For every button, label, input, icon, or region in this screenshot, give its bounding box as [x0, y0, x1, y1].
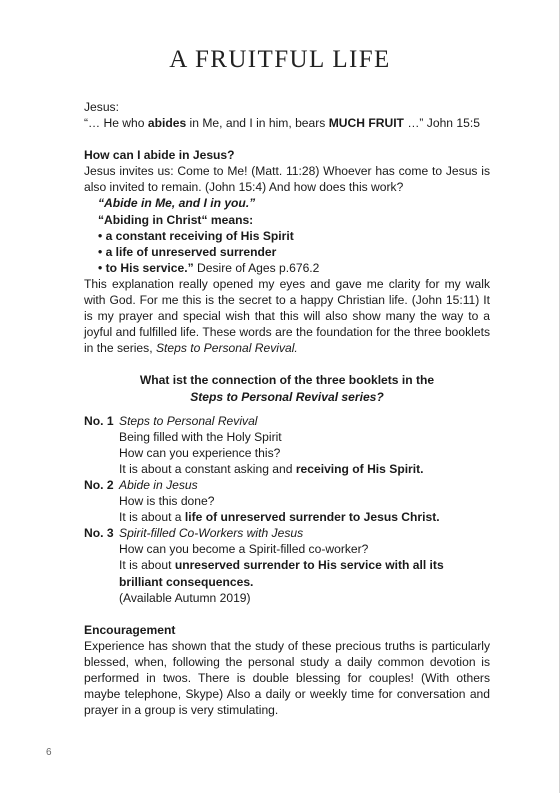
connection-heading: Steps to Personal Revival series?: [190, 389, 384, 404]
booklet-item: [84, 477, 490, 525]
abide-quote-line: “Abide in Me, and I in you.”: [98, 196, 256, 211]
abide-bullet: [84, 260, 490, 276]
booklet-line: How can you experience this?: [119, 445, 281, 460]
booklet-line: brilliant consequences.: [119, 574, 254, 589]
encouragement-paragraph: Experience has shown that the study of these precious truths is particularly blessed, when, following the personal study a daily common devotion is performed in twos. There is double blessing for couples! (With others maybe telephone, Skype) Also a daily or weekly time for conversation and prayer in a group is very stimulating.: [84, 638, 490, 718]
booklet-line: [119, 509, 490, 525]
quote-text: in Me, and I in him, bears: [186, 116, 329, 131]
page-number: 6: [46, 747, 52, 758]
booklet-line: How is this done?: [119, 494, 215, 509]
booklet-item: [84, 525, 490, 605]
booklet-line: Being filled with the Holy Spirit: [119, 429, 282, 444]
quote-text: “… He who: [84, 116, 148, 131]
booklet-number: No. 2: [84, 477, 114, 492]
section-heading-abide: How can I abide in Jesus?: [84, 148, 235, 163]
series-title: Steps to Personal Revival.: [155, 341, 298, 356]
abide-quote-line: “Abiding in Christ“ means:: [98, 212, 254, 227]
booklet-item: [84, 413, 490, 477]
page-title: A FRUITFUL LIFE: [169, 46, 391, 73]
abide-bullet: • a life of unreserved surrender: [98, 244, 277, 259]
section-heading-encouragement: Encouragement: [84, 622, 176, 637]
quote-source: Desire of Ages p.676.2: [193, 260, 320, 275]
quote-emphasis: MUCH FRUIT: [328, 116, 404, 131]
booklet-emphasis: life of unreserved surrender to Jesus Christ.: [184, 510, 440, 525]
booklet-number: No. 1: [84, 413, 114, 428]
quote-emphasis: abides: [147, 116, 187, 131]
intro-quote: [84, 115, 490, 131]
booklet-line: [119, 461, 490, 477]
page-body: [84, 99, 490, 718]
booklet-text: It is about: [119, 558, 175, 573]
booklet-number: No. 3: [84, 526, 114, 541]
booklet-line: [119, 557, 490, 573]
abide-bullet: • a constant receiving of His Spirit: [98, 228, 294, 243]
booklet-line: How can you become a Spirit-filled co-worker?: [119, 542, 369, 557]
booklet-title: Abide in Jesus: [119, 477, 198, 492]
quote-text: …” John 15:5: [403, 116, 480, 131]
booklet-emphasis: unreserved surrender to His service with all its: [174, 558, 444, 573]
abide-paragraph: Jesus invites us: Come to Me! (Matt. 11:28) Whoever has come to Jesus is also invited to remain. (John 15:4) And how does this work?: [84, 164, 490, 195]
connection-heading: What ist the connection of the three booklets in the: [139, 373, 435, 388]
bullet-text: • to His service.”: [98, 260, 194, 275]
booklet-title: Spirit-filled Co-Workers with Jesus: [119, 526, 304, 541]
explanation-paragraph: [84, 276, 490, 356]
booklet-text: It is about a constant asking and: [119, 461, 296, 476]
booklet-emphasis: receiving of His Spirit.: [295, 461, 424, 476]
booklet-availability: (Available Autumn 2019): [119, 590, 251, 605]
booklet-text: It is about a: [119, 510, 185, 525]
booklet-title: Steps to Personal Revival: [119, 413, 258, 428]
explanation-text: This explanation really opened my eyes and gave me clarity for my walk with God. For me this is the secret to a happy Christian life. (John 15:11) It is my prayer and special wish that this will also show many the way to a joyful and fulfilled life. These words are the foundation for the three booklets in the series,: [84, 276, 490, 356]
intro-speaker: Jesus:: [84, 100, 119, 114]
